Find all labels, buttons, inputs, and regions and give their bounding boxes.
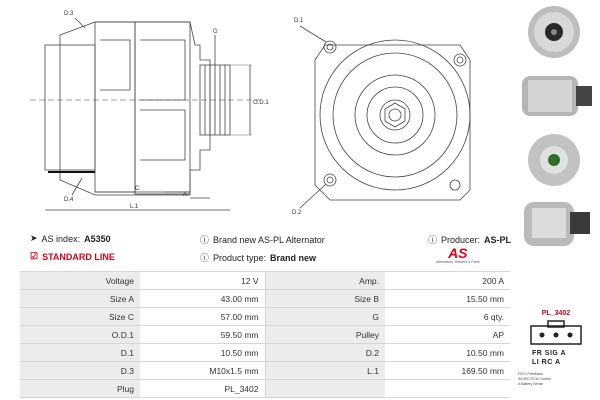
spec-value: AP: [385, 326, 510, 344]
connector-plug-icon: [530, 320, 582, 348]
label-a: A: [183, 192, 188, 198]
tag-icon: ➤: [30, 233, 38, 243]
as-index-value: A5350: [84, 233, 111, 244]
side-view-drawing: [30, 18, 260, 210]
as-logo-text: AS: [448, 245, 468, 261]
spec-value: 59.50 mm: [140, 326, 265, 344]
legend-item: FR/LI Feedback: [518, 372, 543, 376]
spec-value: M10x1.5 mm: [140, 362, 265, 380]
producer-info: [428, 233, 511, 246]
technical-drawings: [0, 0, 510, 228]
spec-key: Pulley: [265, 326, 385, 344]
pin-labels-row1: FR SIG A: [532, 350, 567, 357]
spec-value: 10.50 mm: [385, 344, 510, 362]
standard-line-text: STANDARD LINE: [42, 251, 115, 262]
spec-key: Amp.: [265, 272, 385, 290]
spec-value: 43.00 mm: [140, 290, 265, 308]
product-photo-angle[interactable]: [514, 194, 598, 252]
spec-row: [20, 308, 510, 326]
spec-row: [20, 326, 510, 344]
standard-line: [30, 251, 115, 262]
spec-value: 10.50 mm: [140, 344, 265, 362]
info-icon: ⓘ: [428, 235, 438, 245]
product-photo-thumbnails: [510, 0, 600, 260]
spec-value: 169.50 mm: [385, 362, 510, 380]
label-od1: O.D.1: [253, 100, 269, 106]
spec-value: [385, 380, 510, 398]
product-photo-side[interactable]: [514, 66, 598, 124]
spec-value: 57.00 mm: [140, 308, 265, 326]
spec-value: 12 V: [140, 272, 265, 290]
spec-key: D.2: [265, 344, 385, 362]
spec-key: D.3: [20, 362, 140, 380]
brand-text: Brand new AS-PL Alternator: [213, 234, 325, 245]
product-type-label: Product type:: [213, 252, 267, 263]
label-d3: D.3: [64, 11, 74, 17]
spec-key: Size C: [20, 308, 140, 326]
info-icon: ⓘ: [200, 253, 210, 263]
label-d2: D.2: [292, 210, 302, 216]
spec-row: [20, 362, 510, 380]
spec-value: 200 A: [385, 272, 510, 290]
checkbox-icon: ☑: [30, 251, 39, 261]
pin-labels-row2: LI RC A: [532, 359, 561, 366]
spec-key: Plug: [20, 380, 140, 398]
product-info-header: [20, 230, 510, 270]
spec-key: [265, 380, 385, 398]
spec-value: 6 qty.: [385, 308, 510, 326]
plug-id: PL_3402: [541, 310, 571, 317]
spec-value: 15.50 mm: [385, 290, 510, 308]
spec-row: [20, 290, 510, 308]
legend-item: A Battery Sense: [518, 382, 544, 386]
spec-key: Size B: [265, 290, 385, 308]
label-g: G: [213, 29, 218, 35]
specifications-table: [20, 271, 510, 398]
connector-diagram: [514, 310, 598, 398]
brand-info: [200, 233, 325, 246]
producer-label: Producer:: [441, 234, 481, 245]
legend-item: SIG/RC ECU Control: [518, 377, 551, 381]
label-d4: D.4: [64, 197, 74, 203]
product-type-info: [200, 251, 316, 264]
spec-value: PL_3402: [140, 380, 265, 398]
label-d1: D.1: [294, 18, 304, 24]
product-type-value: Brand new: [270, 252, 317, 263]
spec-row: [20, 344, 510, 362]
spec-key: Size A: [20, 290, 140, 308]
as-index: [30, 233, 111, 244]
spec-key: Voltage: [20, 272, 140, 290]
spec-row: [20, 272, 510, 290]
as-index-label: AS index:: [41, 233, 81, 244]
product-photo-front[interactable]: [514, 2, 598, 60]
as-logo-subtitle: Alternators, Starters & Parts: [436, 260, 480, 264]
label-c: C: [135, 186, 140, 192]
spec-row: [20, 380, 510, 398]
as-logo: [436, 246, 480, 264]
spec-key: G: [265, 308, 385, 326]
spec-key: D.1: [20, 344, 140, 362]
product-photo-rear[interactable]: [514, 130, 598, 188]
producer-value: AS-PL: [484, 234, 512, 245]
spec-key: O.D.1: [20, 326, 140, 344]
front-view-drawing: [300, 26, 470, 208]
spec-key: L.1: [265, 362, 385, 380]
info-icon: ⓘ: [200, 235, 210, 245]
label-l1: L.1: [130, 204, 139, 210]
